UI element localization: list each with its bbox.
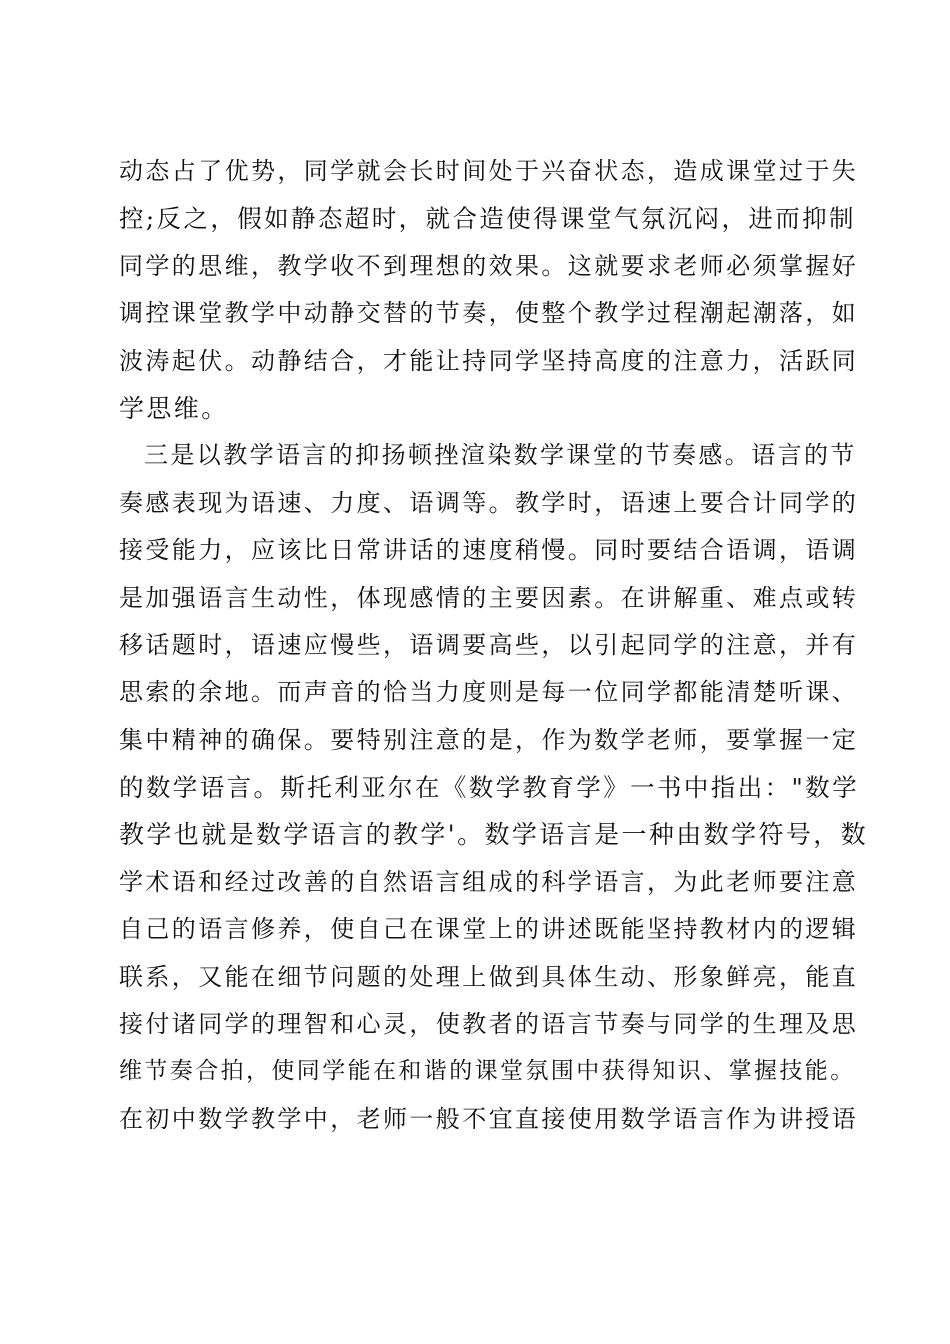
text-line: 接付诸同学的理智和心灵，使教者的语言节奏与同学的生理及思: [119, 1010, 859, 1039]
text-line: 联系，又能在细节问题的处理上做到具体生动、形象鲜亮，能直: [119, 962, 859, 991]
text-line: 的数学语言。斯托利亚尔在《数学教育学》一书中指出："数学: [119, 773, 859, 803]
text-line: 思索的余地。而声音的恰当力度则是每一位同学都能清楚听课、: [119, 678, 859, 707]
text-line: 控;反之，假如静态超时，就合造使得课堂气氛沉闷，进而抑制: [119, 204, 856, 234]
paragraph-2: [119, 432, 869, 1143]
text-line: 移话题时，语速应慢些，语调要高些，以引起同学的注意，并有: [119, 630, 859, 659]
paragraph-1: [119, 148, 859, 432]
text-line: 自己的语言修养，使自己在课堂上的讲述既能坚持教材内的逻辑: [119, 915, 859, 944]
text-line: 是加强语言生动性，体现感情的主要因素。在讲解重、难点或转: [119, 583, 859, 612]
text-line: 同学的思维，教学收不到理想的效果。这就要求老师必须掌握好: [119, 251, 859, 280]
text-line: 学思维。: [119, 393, 229, 423]
text-line: 奏感表现为语速、力度、语调等。教学时，语速上要合计同学的: [119, 488, 859, 517]
body-text: [119, 148, 869, 1143]
text-line: 集中精神的确保。要特别注意的是，作为数学老师，要掌握一定: [119, 725, 859, 754]
text-line: 三是以教学语言的抑扬顿挫渲染数学课堂的节奏感。语言的节: [144, 441, 857, 470]
text-line: 在初中数学教学中，老师一般不宜直接使用数学语言作为讲授语: [119, 1104, 859, 1133]
text-line: 调控课堂教学中动静交替的节奏，使整个教学过程潮起潮落，如: [119, 299, 859, 328]
text-line: 教学也就是数学语言的教学'。数学语言是一种由数学符号，数: [119, 820, 869, 850]
text-line: 接受能力，应该比日常讲话的速度稍慢。同时要结合语调，语调: [119, 536, 859, 565]
text-line: 维节奏合拍，使同学能在和谐的课堂氛围中获得知识、掌握技能。: [119, 1058, 856, 1085]
text-line: 动态占了优势，同学就会长时间处于兴奋状态，造成课堂过于失: [119, 157, 859, 185]
text-line: 波涛起伏。动静结合，才能让持同学坚持高度的注意力，活跃同: [119, 346, 859, 375]
text-line: 学术语和经过改善的自然语言组成的科学语言，为此老师要注意: [119, 867, 859, 896]
